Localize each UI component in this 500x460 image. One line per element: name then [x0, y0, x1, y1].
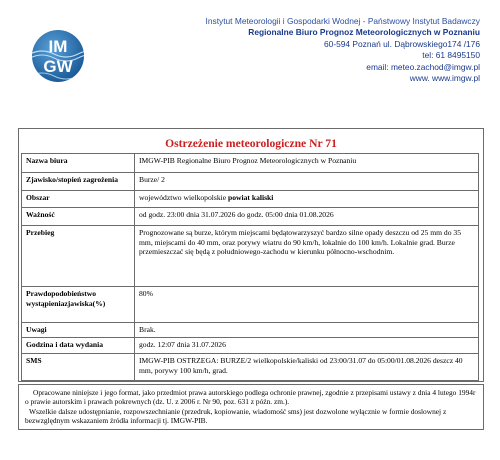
- row-key: SMS: [22, 354, 135, 381]
- table-row-godzina: [22, 338, 479, 354]
- table-row-biuro: [22, 154, 479, 173]
- row-value: Burze/ 2: [135, 173, 479, 191]
- row-value: Prognozowane są burze, którym miejscami będątowarzyszyć bardzo silne opady deszczu od 25 mm do 35 mm, miejscami do 40 mm, oraz porywy wiatru do 90 km/h, lokalnie do 100 km/h. Lokalnie grad. Burze przemieszczać się będą z południowego-zachodu w kierunku północno-wschodnim.: [135, 226, 479, 287]
- row-key: Przebieg: [22, 226, 135, 287]
- area-region: województwo wielkopolskie: [139, 193, 229, 202]
- row-key: Nazwa biura: [22, 154, 135, 173]
- row-key: Godzina i data wydania: [22, 338, 135, 354]
- email[interactable]: email: meteo.zachod@imgw.pl: [366, 61, 480, 72]
- row-value: IMGW-PIB Regionalne Biuro Prognoz Meteorologicznych w Poznaniu: [135, 154, 479, 173]
- row-value: Brak.: [135, 323, 479, 338]
- row-value: IMGW-PIB OSTRZEGA: BURZE/2 wielkopolskie/kaliski od 23:00/31.07 do 05:00/01.08.2026 deszcz 40 mm, porywy 100 km/h, grad.: [135, 354, 479, 381]
- area-county: powiat kaliski: [228, 193, 274, 202]
- table-row-sms: [22, 354, 479, 381]
- row-key: Ważność: [22, 208, 135, 226]
- row-value: [135, 191, 479, 208]
- table-row-zjawisko: [22, 173, 479, 191]
- row-key: Obszar: [22, 191, 135, 208]
- table-row-przebieg: [22, 226, 479, 287]
- redistribution-paragraph: Wszelkie dalsze udostępnianie, rozpowszechnianie (przedruk, kopiowanie, wiadomość sms) jest dozwolone wyłącznie w formie doslownej z bezwzględnym wskazaniem źródła informacji tj. IMGW-PIB.: [25, 406, 447, 425]
- logo-text-bottom: GW: [43, 57, 73, 76]
- warning-title: Ostrzeżenie meteorologiczne Nr 71: [165, 137, 337, 150]
- table-row-prawdopodobienstwo: [22, 287, 479, 323]
- row-key: Uwagi: [22, 323, 135, 338]
- table-row-obszar: [22, 191, 479, 208]
- website[interactable]: www. www.imgw.pl: [409, 73, 480, 84]
- imgw-logo: [32, 30, 84, 82]
- row-value: od godz. 23:00 dnia 31.07.2026 do godz. 05:00 dnia 01.08.2026: [135, 208, 479, 226]
- letterhead: [206, 16, 480, 84]
- warning-table: [21, 153, 479, 381]
- row-value: 80%: [135, 287, 479, 323]
- warning-frame: [18, 128, 484, 382]
- row-value: godz. 12:07 dnia 31.07.2026: [135, 338, 479, 354]
- row-key: Zjawisko/stopień zagrożenia: [22, 173, 135, 191]
- address: 60-594 Poznań ul. Dąbrowskiego174 /176: [324, 38, 480, 49]
- office-name: Regionalne Biuro Prognoz Meteorologicznych w Poznaniu: [248, 27, 480, 38]
- telephone: tel: 61 8495150: [422, 50, 480, 61]
- table-row-uwagi: [22, 323, 479, 338]
- copyright-notice: [18, 384, 484, 430]
- logo-text-top: IM: [48, 37, 68, 56]
- copyright-paragraph: Opracowane niniejsze i jego format, jako przedmiot prawa autorskiego podlega ochronie prawnej, zgodnie z przepisami ustawy z dnia 4 lutego 1994r o prawie autorskim i prawach pokrewnych (dz. U. z 2006 r. Nr 90, poz. 631 z późn. zm.).: [25, 388, 476, 407]
- institute-name: Instytut Meteorologii i Gospodarki Wodnej - Państwowy Instytut Badawczy: [205, 16, 480, 26]
- row-key: Prawdopodobieństwo wystąpieniazjawiska(%): [22, 287, 135, 323]
- table-row-waznosc: [22, 208, 479, 226]
